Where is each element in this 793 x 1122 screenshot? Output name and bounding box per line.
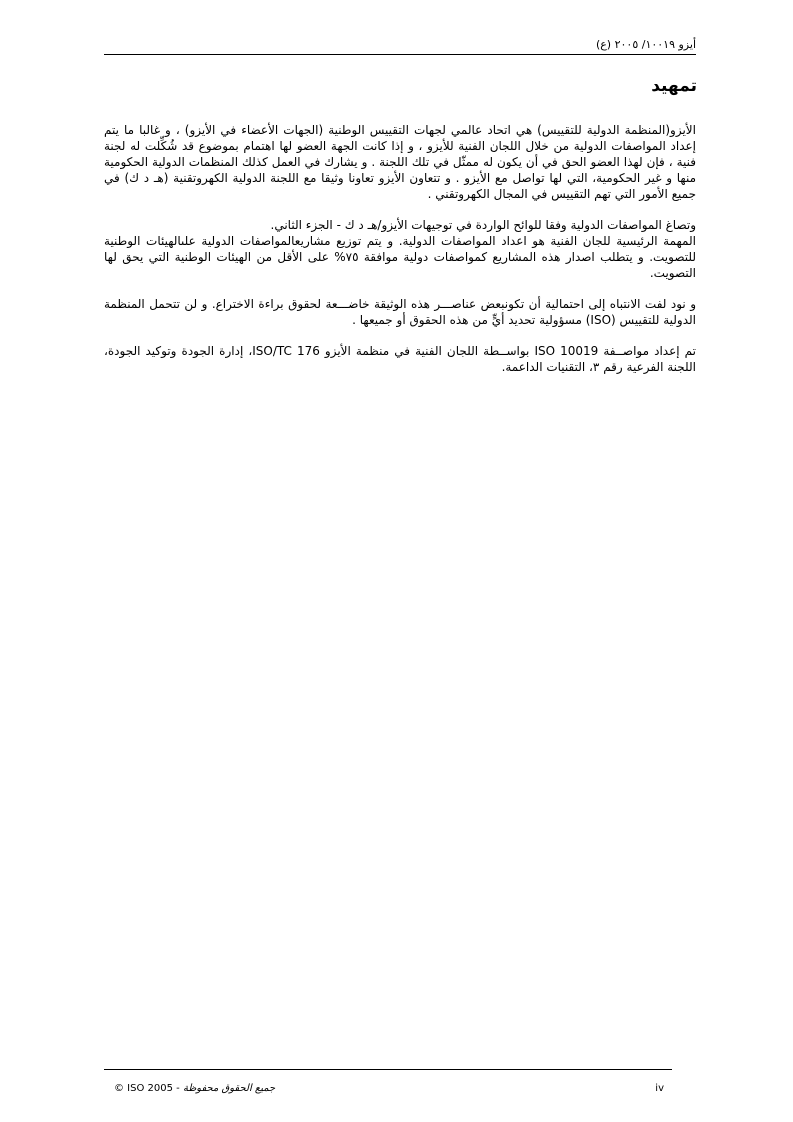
footer-copyright	[114, 1083, 275, 1094]
page-number: iv	[655, 1083, 664, 1094]
paragraph-drafting-rules: وتصاغ المواصفات الدولية وفقا للوائح الواردة في توجيهات الأيزو/هـ د ك - الجزء الثاني.	[270, 218, 696, 232]
document-body	[104, 122, 696, 390]
paragraph-committee-task: المهمة الرئيسية للجان الفنية هو اعداد المواصفات الدولية. و يتم توزيع مشاريعالمواصفات الدولية علىالهيئات الوطنية للتصويت. و يتطلب اصدار هذه المشاريع كمواصفات دولية موافقة ٧٥% على الأقل من الهيئات الوطنية التي يحق لها التصويت.	[104, 234, 696, 280]
copyright-text: © ISO 2005 -	[114, 1083, 180, 1094]
paragraph-preparation: تم إعداد مواصــفة ISO 10019 بواســطة اللجان الفنية في منظمة الأيزو ISO/TC 176، إدارة الجودة وتوكيد الجودة، اللجنة الفرعية رقم ٣، التقنيات الداعمة.	[104, 344, 696, 374]
page-header	[104, 34, 696, 55]
rights-reserved-text: جميع الحقوق محفوظة	[182, 1083, 276, 1094]
page-footer	[104, 1069, 672, 1100]
page-title: تمهيد	[651, 76, 697, 96]
paragraph-iso-intro: الأيزو(المنظمة الدولية للتقييس) هي اتحاد عالمي لجهات التقييس الوطنية (الجهات الأعضاء في الأيزو) ، و غالبا ما يتم إعداد المواصفات الدولية من خلال اللجان الفنية للأيزو ، و إذا كانت الجهة العضو لها اهتمام بموضوع قد شُكِّلت له لجنة فنية ، فإن لهذا العضو الحق في أن يكون له ممثّل في تلك اللجنة . و يشارك في العمل كذلك المنظمات الدولية الحكومية منها و غير الحكومية، التي لها تواصل مع الأيزو . و تتعاون الأيزو تعاونا وثيقا مع اللجنة الدولية الكهروتقنية (هـ د ك) في جميع الأمور التي تهم التقييس في المجال الكهروتقني .	[104, 123, 696, 201]
document-reference: أيزو ١٠٠١٩/ ٢٠٠٥ (ع)	[595, 38, 696, 51]
paragraph-patent-notice: و نود لفت الانتباه إلى احتمالية أن تكونبعض عناصـــر هذه الوثيقة خاضـــعة لحقوق براءة الاختراع. و لن تتحمل المنظمة الدولية للتقييس (ISO) مسؤولية تحديد أيٍّ من هذه الحقوق أو جميعها .	[104, 297, 696, 327]
